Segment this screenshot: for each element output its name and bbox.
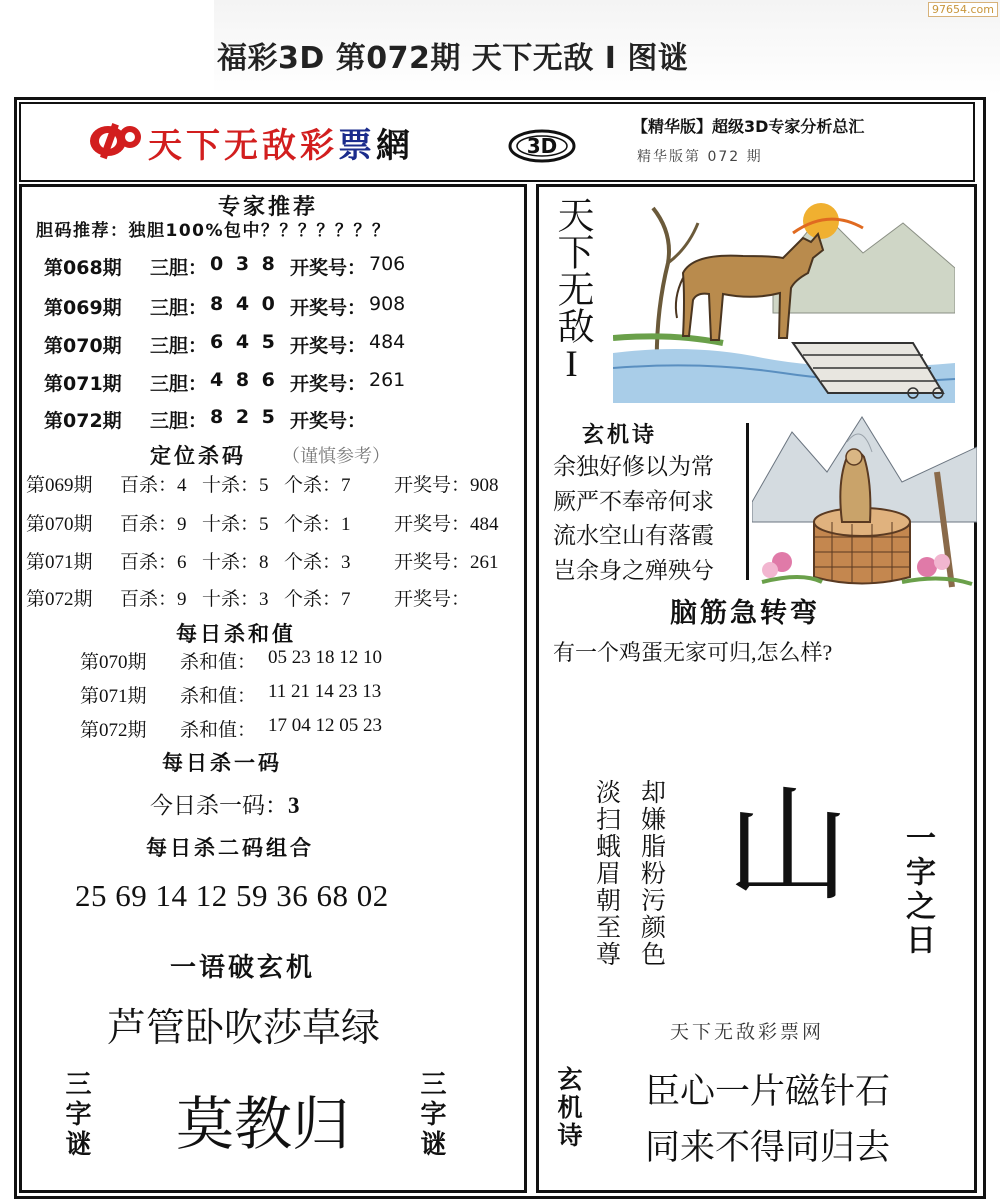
period-label: 第069期 <box>26 475 93 496</box>
three-pick-label: 三胆： <box>150 257 208 279</box>
vertical-poem-col-2: 却嫌脂粉污颜色 <box>637 779 665 968</box>
sum-kill-values: 17 04 12 05 23 <box>268 715 382 736</box>
bottom-poem-lines <box>645 1064 890 1176</box>
watermark-link[interactable]: 97654.com <box>928 2 998 17</box>
lottery-logo-icon <box>86 121 146 161</box>
hundred-kill: 百杀：9 <box>120 589 187 610</box>
unit-kill: 个杀：3 <box>284 552 351 573</box>
three-pick-numbers: 4 8 6 <box>210 369 278 391</box>
issue-line: 精华版第 072 期 <box>637 149 763 165</box>
bottom-poem-line: 臣心一片磁针石 <box>645 1072 891 1111</box>
ten-kill: 十杀：5 <box>202 514 269 535</box>
draw-number: 开奖号： <box>394 589 471 610</box>
site-logo-text: 天下无敌彩票網 <box>148 126 414 166</box>
period-label: 第071期 <box>44 373 122 395</box>
poem-heading: 玄机诗 <box>582 423 658 448</box>
ten-kill: 十杀：3 <box>202 589 269 610</box>
three-pick-label: 三胆： <box>150 373 208 395</box>
ten-kill: 十杀：8 <box>202 552 269 573</box>
brain-teaser-heading: 脑筋急转弯 <box>670 598 820 629</box>
draw-number: 261 <box>369 369 406 391</box>
one-kill-line <box>150 787 300 820</box>
unit-kill: 个杀：7 <box>284 589 351 610</box>
draw-number: 484 <box>369 331 406 353</box>
position-kill-heading: 定位杀码 <box>150 444 246 468</box>
page-title: 福彩3D 第072期 天下无敌 I 图谜 <box>217 41 689 76</box>
three-pick-label: 三胆： <box>150 410 208 432</box>
three-pick-numbers: 6 4 5 <box>210 331 278 353</box>
unit-kill: 个杀：7 <box>284 475 351 496</box>
poem-line: 流水空山有落霞 <box>553 523 714 548</box>
hundred-kill: 百杀：6 <box>120 552 187 573</box>
three-word-label-right: 三字谜 <box>416 1070 446 1160</box>
ox-landscape-illustration <box>613 193 955 403</box>
period-label: 第070期 <box>80 652 147 673</box>
bottom-poem-label: 玄机诗 <box>554 1066 583 1150</box>
three-pick-label: 三胆： <box>150 335 208 357</box>
3d-badge-icon <box>507 128 577 164</box>
period-label: 第072期 <box>44 410 122 432</box>
poem-lines <box>553 450 714 588</box>
well-illustration <box>752 412 977 590</box>
sum-kill-values: 05 23 18 12 10 <box>268 647 382 668</box>
riddle-heading: 一语破玄机 <box>170 953 316 983</box>
sum-kill-label: 杀和值： <box>180 720 257 741</box>
draw-number: 开奖号：261 <box>394 552 499 573</box>
sum-kill-label: 杀和值： <box>180 686 257 707</box>
period-label: 第069期 <box>44 297 122 319</box>
one-kill-label: 今日杀一码： <box>150 793 288 818</box>
big-character: 山 <box>726 778 851 915</box>
period-label: 第070期 <box>44 335 122 357</box>
3d-badge-text: 3D <box>526 134 558 158</box>
period-label: 第071期 <box>80 686 147 707</box>
period-label: 第072期 <box>26 589 93 610</box>
two-kill-heading: 每日杀二码组合 <box>146 836 314 860</box>
sum-kill-heading: 每日杀和值 <box>176 622 296 646</box>
period-label: 第070期 <box>26 514 93 535</box>
hundred-kill: 百杀：4 <box>120 475 187 496</box>
experts-heading: 专家推荐 <box>218 195 319 220</box>
site-footer: 天下无敌彩票网 <box>670 1021 825 1043</box>
draw-label: 开奖号： <box>290 257 367 279</box>
position-kill-note: （谨慎参考） <box>282 446 390 466</box>
sum-kill-values: 11 21 14 23 13 <box>268 681 382 702</box>
poem-line: 余独好修以为常 <box>553 454 714 479</box>
three-word-text: 莫教归 <box>176 1092 351 1157</box>
draw-label: 开奖号： <box>290 335 367 357</box>
draw-label: 开奖号： <box>290 410 367 432</box>
hundred-kill: 百杀：9 <box>120 514 187 535</box>
three-pick-numbers: 8 4 0 <box>210 293 278 315</box>
period-label: 第068期 <box>44 257 122 279</box>
draw-number: 开奖号：484 <box>394 514 499 535</box>
period-label: 第072期 <box>80 720 147 741</box>
right-title-vertical: 天下无敌I <box>551 196 592 385</box>
edition-title: 【精华版】超级3D专家分析总汇 <box>632 117 865 136</box>
three-word-label-left: 三字谜 <box>61 1070 91 1160</box>
three-pick-label: 三胆： <box>150 297 208 319</box>
brain-teaser-text: 有一个鸡蛋无家可归,怎么样? <box>553 640 833 665</box>
draw-label: 开奖号： <box>290 373 367 395</box>
riddle-text: 芦管卧吹莎草绿 <box>107 1007 381 1050</box>
poem-line: 厥严不奉帝何求 <box>553 488 714 514</box>
bottom-poem-line: 同来不得同归去 <box>645 1128 891 1167</box>
one-kill-value: 3 <box>288 793 300 818</box>
poem-line: 岂余身之殚殃兮 <box>553 557 714 583</box>
two-kill-values: 25 69 14 12 59 36 68 02 <box>75 878 389 913</box>
unit-kill: 个杀：1 <box>284 514 351 535</box>
draw-number: 706 <box>369 253 406 275</box>
sure-pick-line: 胆码推荐：独胆100%包中？？？？？？？ <box>36 221 391 241</box>
one-kill-heading: 每日杀一码 <box>162 751 282 775</box>
three-pick-numbers: 8 2 5 <box>210 406 278 428</box>
sum-kill-label: 杀和值： <box>180 652 257 673</box>
three-pick-numbers: 0 3 8 <box>210 253 278 275</box>
poem-divider <box>746 423 749 580</box>
one-char-label: 一字之日 <box>900 822 935 958</box>
vertical-poem-col-1: 淡扫蛾眉朝至尊 <box>592 779 620 968</box>
period-label: 第071期 <box>26 552 93 573</box>
draw-number: 908 <box>369 293 406 315</box>
ten-kill: 十杀：5 <box>202 475 269 496</box>
draw-label: 开奖号： <box>290 297 367 319</box>
draw-number: 开奖号：908 <box>394 475 499 496</box>
